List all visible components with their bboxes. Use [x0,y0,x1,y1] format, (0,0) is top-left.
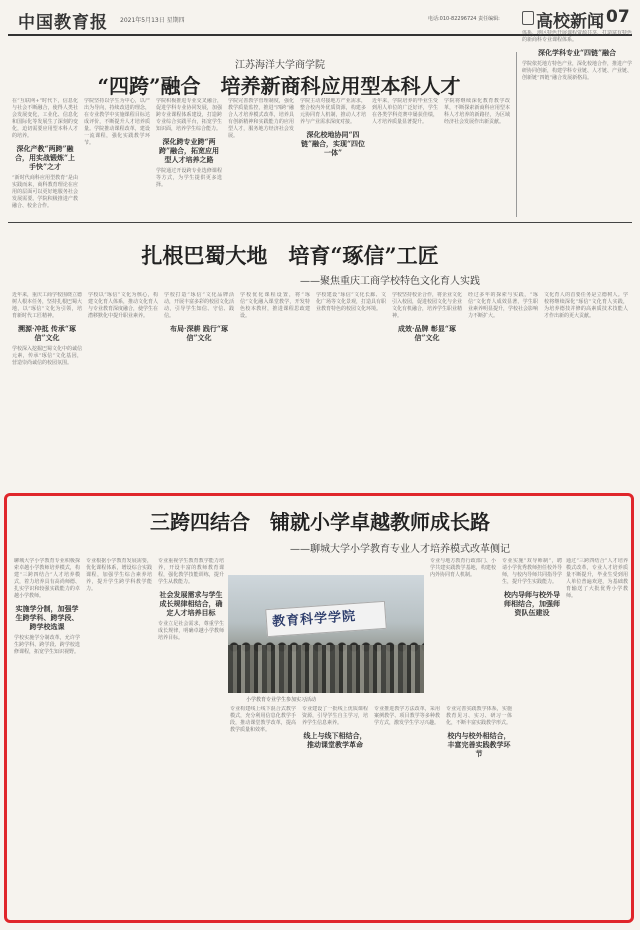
article2-subhead-2: 布局·深耕 践行“琢信”文化 [170,324,228,342]
article1-column-5: 学院主动对接地方产业需求，整合校内外优质资源，构建多元协同育人机制，推动人才培养与产业需求深度对接。 深化校地协同“四链”融合，实现“四位一体” [300,98,366,157]
newspaper-logo: 中国教育报 [18,13,108,33]
page-number: 07 [606,7,630,27]
article3-column-3: 专业重视学生教育教学能力培养，开设丰富的教师教育课程，强化教学技能训练，提升学生从教能力。 社会发展需求与学生成长规律相结合，确定人才培养目标 专业立足社会需求，尊重学生成长规律，明确卓越小学教师培养目标。 [158,558,224,641]
article2-subhead-1: 溯源·冲抵 传承“琢信”文化 [18,324,76,342]
article2-subhead-3: 成效·品牌 彰显“琢信”文化 [398,324,456,342]
article1-column-3: 学院积极推进专业交叉融合，促进学科专业协同发展，加强跨专业课程体系建设，打造跨专业综合实践平台，拓宽学生知识面，培养学生综合能力。 深化跨专业跨“两跨”融合，拓宽应用型人才培养之路 学院通过开设跨专业选修课程等方式，为学生提供更多选择。 [156,98,222,188]
article1-kicker: 江苏海洋大学商学院 [235,60,325,71]
article1-subhead-2: 深化跨专业跨“两跨”融合，拓宽应用型人才培养之路 [158,137,220,164]
section-title: 高校新闻 [536,12,604,32]
article3-column-6: 专业推进教学方法改革，采用案例教学、项目教学等多种教学方式，激发学生学习兴趣。 [374,706,440,726]
article2-column-5: 学校建设“琢信”文化长廊、文化广场等文化景观，打造具有职业教育特色的校园文化环境。 [316,292,386,312]
article1-column-7: 学院将继续深化教育教学改革，不断探索新商科应用型本科人才培养的新路径，为区域经济社会发展作出新贡献。 [444,98,510,125]
article1-column-6: 近年来，学院培养的毕业生受到用人单位的广泛好评，学生在各类学科竞赛中屡获佳绩，人才培养质量显著提升。 [372,98,438,125]
article3-column-4: 专业构建线上线下混合式教学模式，充分利用信息化教学手段，推动课堂教学改革，提高教学质量和效率。 [230,706,296,733]
article3-subhead-1: 实施学分制，加强学生跨学科、跨学段、跨学校选课 [15,604,79,631]
article3-column-8: 专业完善实践教学体系，实施教育见习、实习、研习一体化，不断丰富实践教学形式。 校内与校外相结合，丰富完善实践教学环节 [446,706,512,758]
date-line: 2021年5月13日 星期四 [120,17,185,24]
section-icon [522,11,534,25]
article3-column-10: 通过“三跨四结合”人才培养模式改革，专业人才培养质量不断提升，毕业生受到用人单位普遍欢迎，为基础教育输送了大批优秀小学教师。 [566,558,628,599]
photo-banner-text: 教育科学学院 [271,609,357,630]
photo-caption: 小学教育专业学生参加实习活动 [246,697,317,703]
article2-subhead: ——聚焦重庆工商学校特色文化育人实践 [300,276,480,287]
article1-column-4: 学院完善教学管理制度，强化教学质量监控，推进“四跨”融合人才培养模式改革，培养具有创新精神和实践能力的应用型人才，服务地方经济社会发展。 [228,98,294,139]
article2-column-3: 学校打造“琢信”文化品牌活动，开展丰富多彩的校园文化活动，引导学生知信、守信、践信。 布局·深耕 践行“琢信”文化 [164,292,234,342]
article-divider-1 [8,222,632,223]
article3-subhead-2: 社会发展需求与学生成长规律相结合，确定人才培养目标 [159,590,223,617]
article3-column-1: 聊城大学小学教育专业积极探索卓越小学教师培养模式，构建“三跨四结合”人才培养模式，着力培养具有高尚师德、扎实学识和较强实践能力的卓越小学教师。 实施学分制，加强学生跨学科、跨学段、跨学校选课 学校实施学分制改革，允许学生跨学科、跨学段、跨学校选修课程，拓宽学生知识视野。 [14,558,80,655]
article2-headline: 扎根巴蜀大地 培育“琢信”工匠 [141,243,439,268]
article2-column-2: 学校以“琢信”文化为核心，构建文化育人体系，推动文化育人与专业教育深度融合，使学生在潜移默化中提升职业素养。 [88,292,158,319]
article2-column-6: 学校坚持校企合作，将企业文化引入校园，促进校园文化与企业文化有机融合，培养学生职业精神。 成效·品牌 彰显“琢信”文化 [392,292,462,342]
article3-subhead: ——聊城大学小学教育专业人才培养模式改革侧记 [290,544,510,555]
article1-subhead-1: 深化产教“两跨”融合，用实战锻炼“上手快”之才 [14,144,76,171]
article3-column-7: 专业与地方教育行政部门、小学共建实践教学基地，构建校内外协同育人机制。 [430,558,496,578]
article2-column-4: 学校优化课程设置，将“琢信”文化融入课堂教学，开发特色校本教材，推进课程思政建设。 [240,292,310,319]
article1-column-2: 学院坚持以学生为中心，以产出为导向，持续改进的理念，在专业教学中实施课程目标达成评价，不断提升人才培养质量。学院推动课程改革，建设一流课程，强化实践教学环节。 [84,98,150,146]
article3-subhead-4: 校内与校外相结合，丰富完善实践教学环节 [447,731,511,758]
sidebar-divider [516,52,517,217]
article3-photo [228,575,424,693]
article2-column-1: 近年来，重庆工商学校围绕立德树人根本任务，坚持扎根巴蜀大地，以“琢信”文化为引领，培育新时代工匠精神。 溯源·冲抵 传承“琢信”文化 学校深入挖掘巴蜀文化中的诚信元素，传承“琢信”文化基因，营造崇尚诚信的校园氛围。 [12,292,82,366]
article1-column-1: 在“互联网+”时代下，信息化与社会不断融合，使得人类社会发展变化，工业化、信息化和国际化等发展生了深刻的变化，迫切需要应用型本科人才的培养。 深化产教“两跨”融合，用实战锻炼“上手快”之才 “新时代商科应用型教育”是由实践而来，商科教育理论在应用的层面可以更好地服务社会发展需要。学院积极推进产教融合、校企合作。 [12,98,78,209]
article3-subhead-5: 校内导师与校外导师相结合，加强师资队伍建设 [504,590,560,617]
article2-column-8: 文化育人的首要任务是立德树人。学校将继续深化“琢信”文化育人实践，为培养德技并修的高素质技术技能人才作出新的更大贡献。 [544,292,628,319]
article3-column-5: 专业建设了一批线上优质课程资源，引导学生自主学习，培养学生信息素养。 线上与线下相结合，推动课堂教学革命 [302,706,368,749]
sidebar-subhead-2: 深化学科专业“四链”融合 [537,48,617,57]
article3-column-2: 专业根据小学教育发展需要，优化课程体系，增设综合实践课程，加强学生综合素养培养，提升学生跨学科教学能力。 [86,558,152,592]
sidebar-subhead-1: 深化校地协同“四链”融合，实现“四位一体” [300,130,366,157]
photo-crowd [228,645,424,693]
article2-column-7: 经过多年的探索与实践，“琢信”文化育人成效显著，学生职业素养明显提升，学校社会影响力不断扩大。 [468,292,538,319]
sidebar-column: 体系，地区特色开展课程资源共享，打造富有特色的新商科专业课程体系。 深化学科专业“四链”融合 学院依托地方特色产业，深化校地合作，推进产学研协同创新，构建学科专业链、人才链、产业链、创新链“四链”融合发展新格局。 [522,30,632,81]
article3-column-9: 专业实施“双导师制”，聘请小学优秀教师担任校外导师，与校内导师共同指导学生，提升学生实践能力。 校内导师与校外导师相结合，加强师资队伍建设 [502,558,562,617]
article3-headline: 三跨四结合 铺就小学卓越教师成长路 [150,510,490,534]
editor-line: 电话:010-82296724 责任编辑: [428,16,500,22]
article1-headline: “四跨”融合 培养新商科应用型本科人才 [97,74,461,98]
article3-subhead-3: 线上与线下相结合，推动课堂教学革命 [303,731,367,749]
